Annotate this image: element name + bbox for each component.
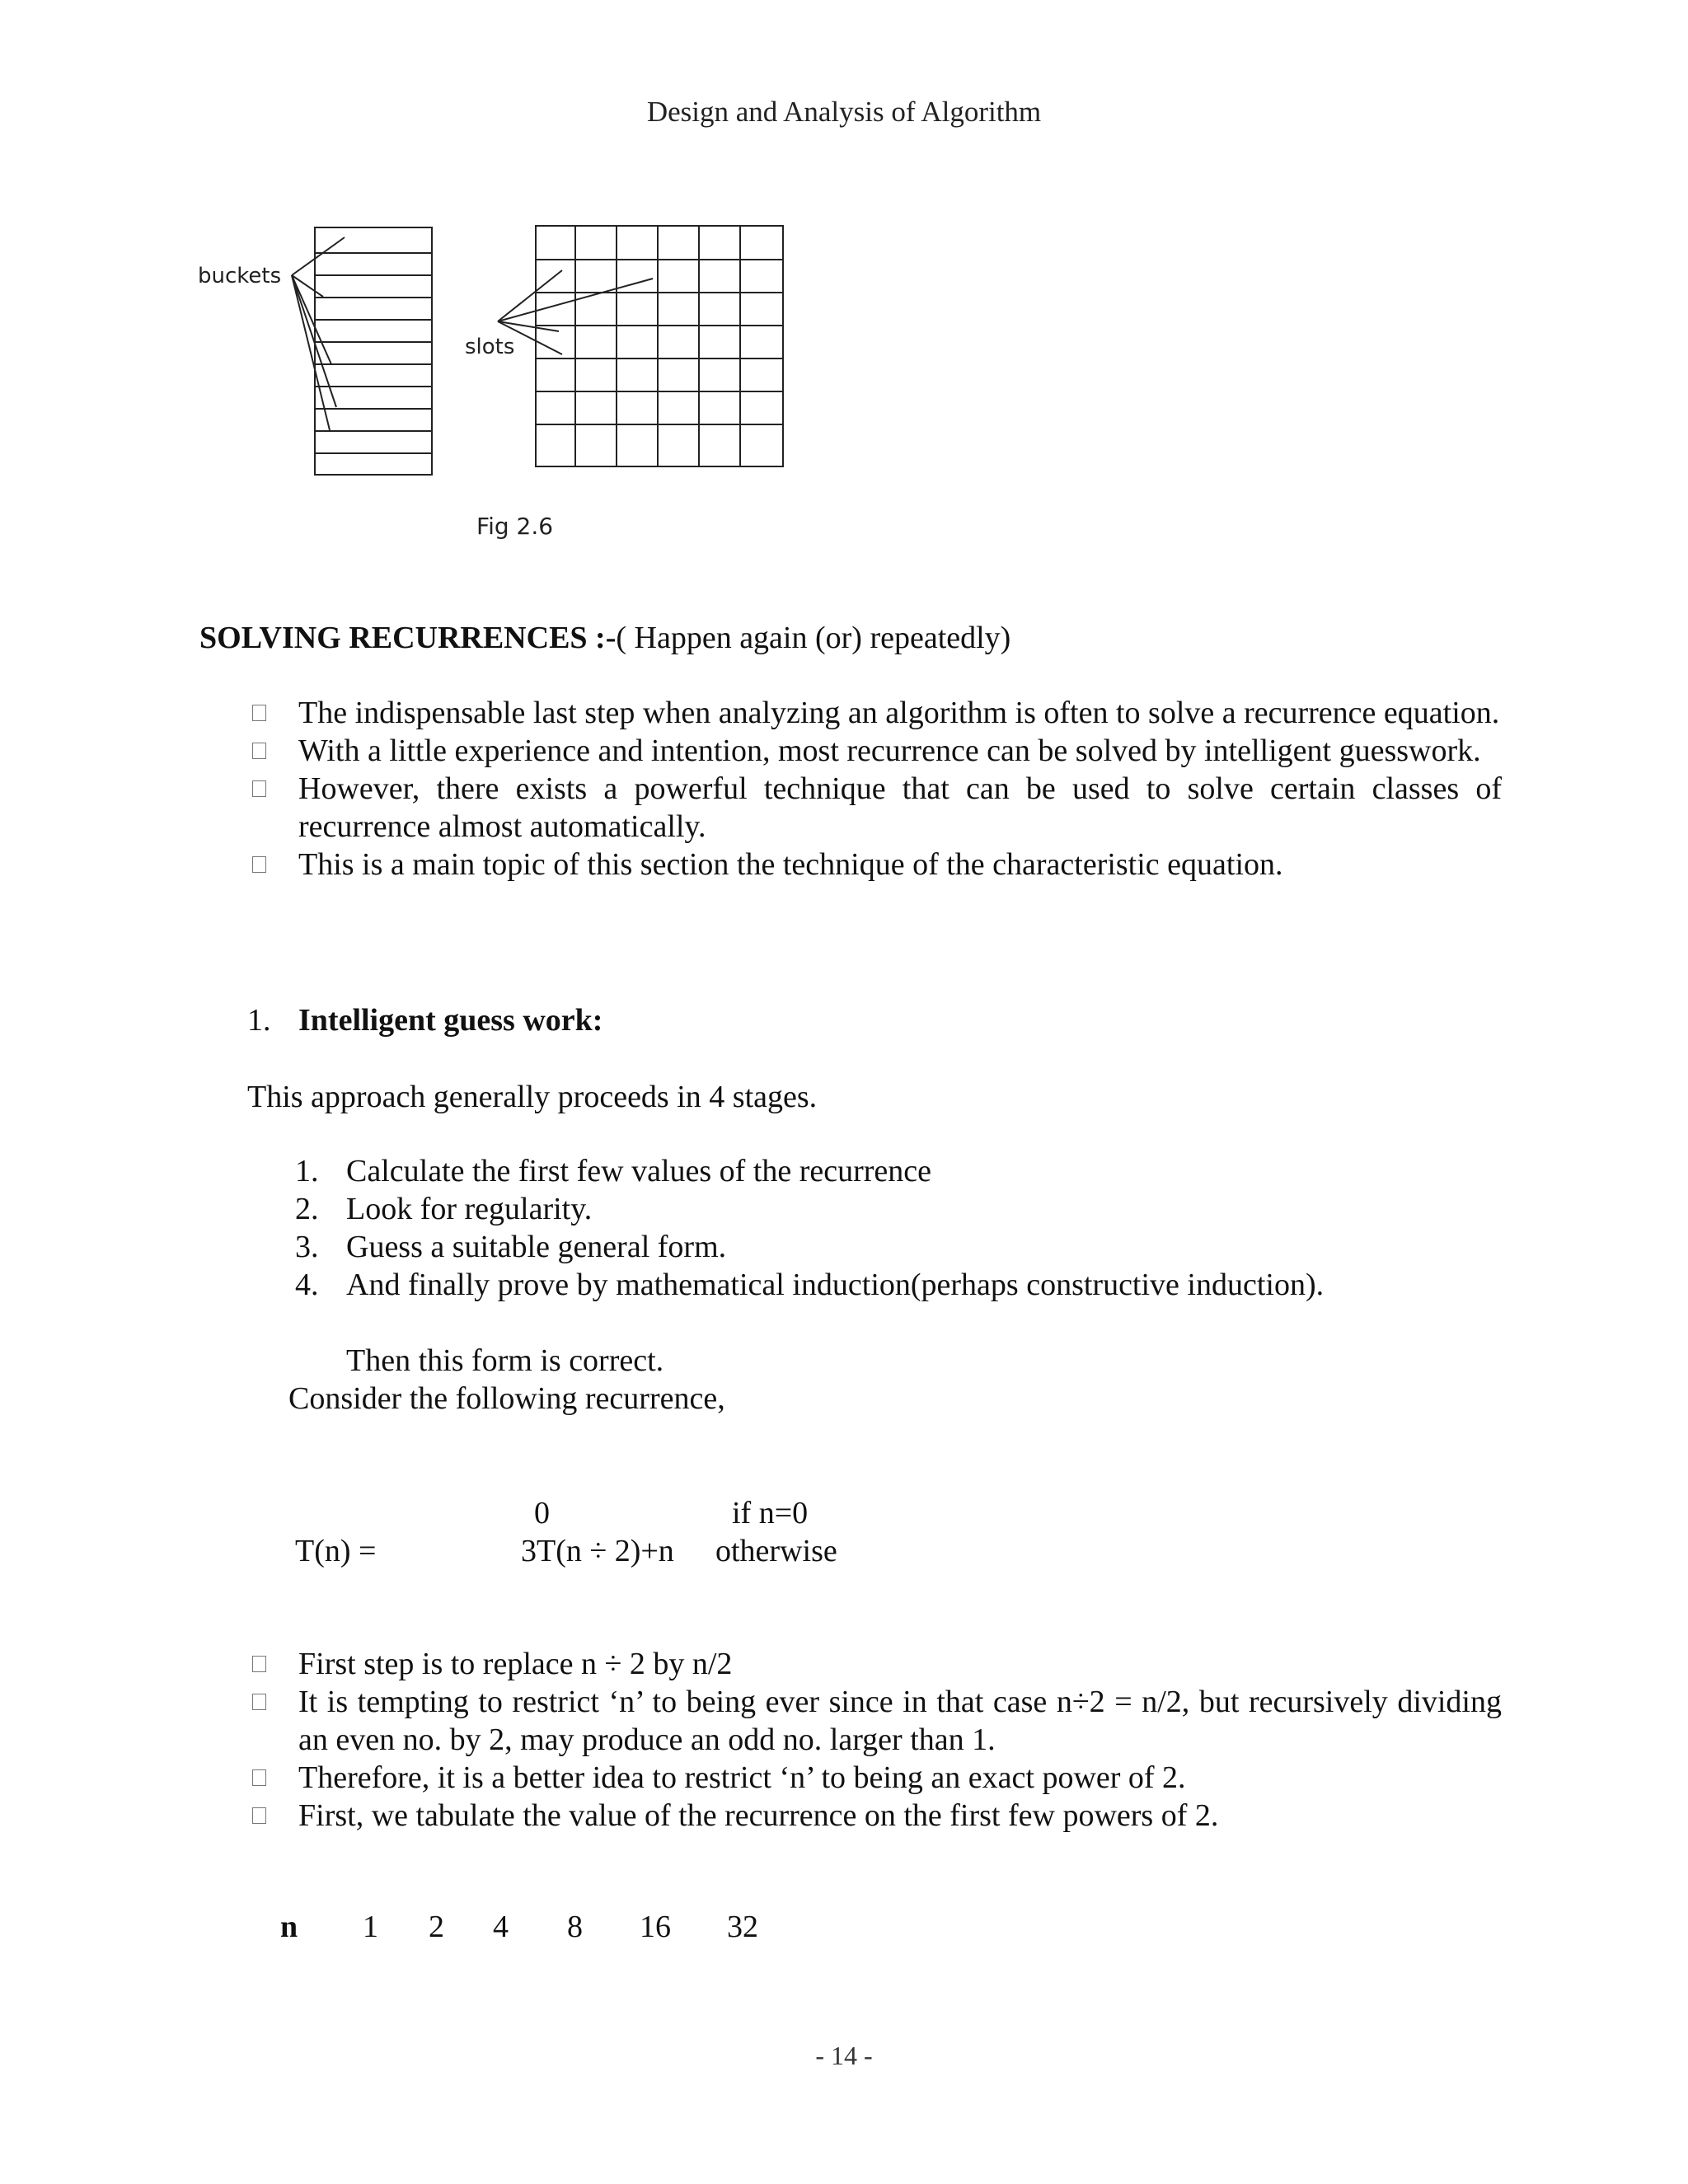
recurrence-case2-value: 3T(n ÷ 2)+n — [521, 1534, 674, 1568]
then-text: Then this form is correct. — [346, 1343, 664, 1378]
bullet-text: This is a main topic of this section the technique of the characteristic equation. — [298, 847, 1283, 882]
buckets-label: buckets — [198, 264, 282, 288]
list-item — [295, 1152, 1324, 1190]
section-title-rest: ( Happen again (or) repeatedly) — [616, 621, 1011, 655]
step-text: Look for regularity. — [346, 1192, 593, 1226]
subsection-number: 1. — [247, 1003, 271, 1038]
consider-text: Consider the following recurrence, — [288, 1381, 725, 1416]
step-number: 3. — [295, 1230, 319, 1264]
recurrence-case1-condition: if n=0 — [732, 1496, 809, 1530]
bullet-text: First, we tabulate the value of the recurrence on the first few powers of 2. — [298, 1798, 1219, 1833]
list-item — [247, 1683, 1502, 1759]
step-text: And finally prove by mathematical induction(perhaps constructive induction). — [346, 1268, 1325, 1302]
bullet-text: Therefore, it is a better idea to restrict ‘n’ to being an exact power of 2. — [298, 1760, 1186, 1795]
slots-label: slots — [465, 335, 515, 359]
slot-grid — [536, 226, 783, 466]
page-number: - 14 - — [815, 2041, 873, 2070]
bullet-box-icon — [252, 1656, 266, 1672]
intro-bullet-list — [247, 694, 1502, 883]
bullet-text: However, there exists a powerful technique that can be used to solve certain classes of recurrence almost automatically. — [298, 771, 1502, 844]
step-number: 1. — [295, 1154, 319, 1188]
list-item — [247, 1759, 1502, 1797]
list-item — [295, 1228, 1324, 1266]
bullet-text: First step is to replace n ÷ 2 by n/2 — [298, 1647, 733, 1681]
section-title-bold: SOLVING RECURRENCES :- — [199, 621, 617, 655]
table-cell: 2 — [429, 1910, 444, 1944]
list-item — [247, 694, 1502, 732]
bullet-text: It is tempting to restrict ‘n’ to being ever since in that case n÷2 = n/2, but recursively dividing an even no. by 2, may produce an odd no. larger than 1. — [298, 1685, 1502, 1757]
subsection-title: Intelligent guess work: — [298, 1003, 603, 1038]
hash-buckets-figure — [190, 216, 816, 488]
bullet-text: With a little experience and intention, most recurrence can be solved by intelligent guesswork. — [298, 733, 1481, 768]
section-title — [199, 620, 1010, 656]
list-item — [247, 846, 1502, 883]
page-header: Design and Analysis of Algorithm — [646, 96, 1042, 128]
step-text: Calculate the first few values of the recurrence — [346, 1154, 932, 1188]
subsection-heading — [247, 1002, 603, 1038]
step-number: 2. — [295, 1192, 319, 1226]
approach-intro: This approach generally proceeds in 4 stages. — [247, 1080, 818, 1114]
table-header-n: n — [280, 1910, 298, 1944]
step-number: 4. — [295, 1268, 319, 1302]
list-item — [247, 770, 1502, 846]
bullet-box-icon — [252, 705, 266, 721]
steps-list — [295, 1152, 1324, 1304]
bullet-text: The indispensable last step when analyzing an algorithm is often to solve a recurrence equation. — [298, 696, 1500, 730]
table-cell: 4 — [493, 1910, 509, 1944]
bullet-box-icon — [252, 743, 266, 759]
table-cell: 1 — [363, 1910, 378, 1944]
analysis-bullet-list — [247, 1645, 1502, 1835]
bullet-box-icon — [252, 780, 266, 797]
list-item — [295, 1190, 1324, 1228]
table-cell: 8 — [567, 1910, 583, 1944]
bullet-box-icon — [252, 856, 266, 873]
figure-caption: Fig 2.6 — [476, 513, 554, 540]
table-cell: 32 — [727, 1910, 758, 1944]
bullet-box-icon — [252, 1807, 266, 1824]
recurrence-case1-value: 0 — [534, 1496, 550, 1530]
recurrence-lhs: T(n) = — [295, 1534, 377, 1568]
list-item — [247, 732, 1502, 770]
list-item — [247, 1797, 1502, 1835]
bucket-column — [315, 227, 432, 475]
step-text: Guess a suitable general form. — [346, 1230, 727, 1264]
table-cell: 16 — [640, 1910, 671, 1944]
list-item — [247, 1645, 1502, 1683]
bullet-box-icon — [252, 1694, 266, 1710]
list-item — [295, 1266, 1324, 1304]
bullet-box-icon — [252, 1769, 266, 1786]
recurrence-case2-condition: otherwise — [715, 1534, 837, 1568]
